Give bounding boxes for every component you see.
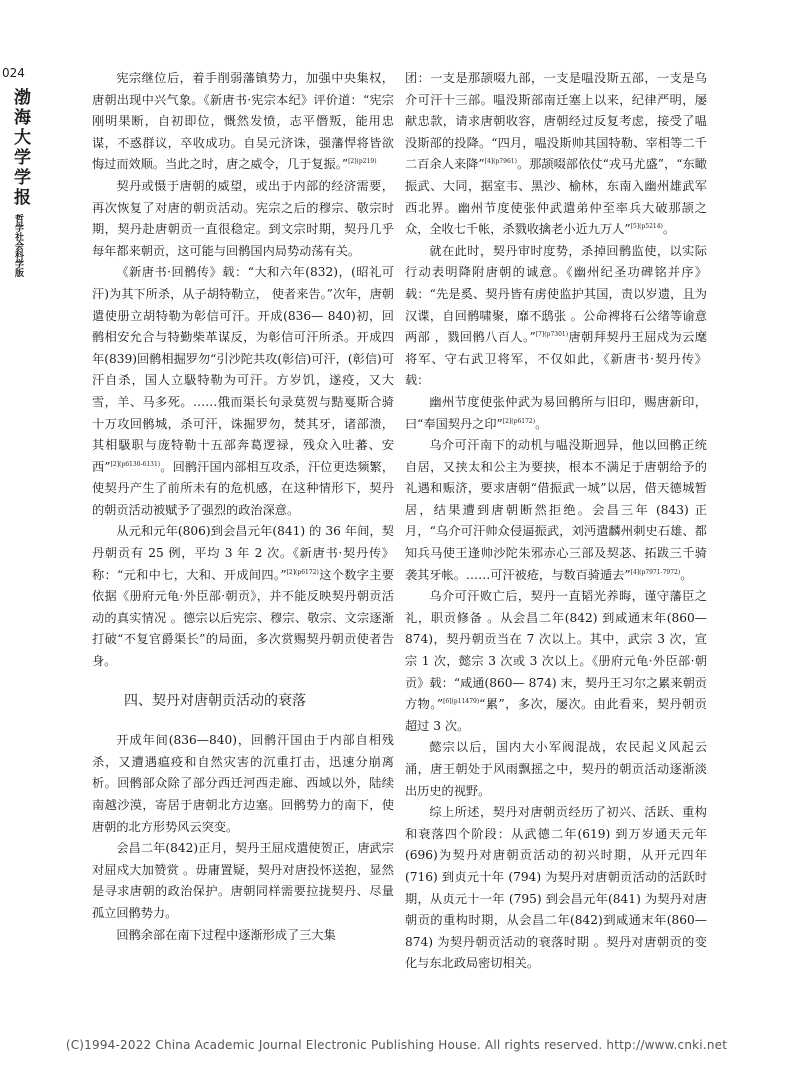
paragraph-text: 。回鹘汗国内部相互攻杀，汗位更迭频繁，使契丹产生了前所未有的危机感，在这种情形下，契丹的朝贡活动被赋予了强烈的政治深意。	[92, 459, 395, 517]
paragraph-text: 团：一支是那颉啜九部，一支是嗢没斯五部，一支是乌介可汗十三部。嗢没斯部南迁塞上以来，纪律严明，屡献忠款，请求唐朝收容，唐朝经过反复考虑，接受了嗢没斯部的投降。“四月，嗢没斯帅其国特勒、宰相等二千二百余人来降”	[405, 71, 707, 172]
body-paragraph	[92, 925, 394, 947]
page-number: 024	[2, 66, 25, 80]
citation-ref: [2](p6172)	[286, 568, 319, 576]
journal-title: 渤海大学学报	[10, 88, 30, 208]
journal-edition: 哲学社会科学版	[13, 214, 23, 277]
body-paragraph	[405, 586, 707, 737]
paragraph-text: 幽州节度使张仲武为易回鹘所与旧印，赐唐新印，曰“奉国契丹之印”	[405, 394, 707, 431]
left-column	[92, 68, 394, 946]
body-paragraph	[92, 176, 394, 262]
body-paragraph	[92, 838, 394, 924]
citation-ref: [4](p7961)	[484, 158, 517, 166]
body-paragraph	[405, 68, 707, 241]
paragraph-text: 《新唐书·回鹘传》载：“大和六年(832)，(昭礼可汗)为其下所杀，从子胡特勒立， 使者来告。”次年，唐朝遣使册立胡特勒为彰信可汗。开成(836— 840)初，回鹘相安允合与特勤柴革谋反，为彰信可汗所杀。开成四年(839)回鹘相掘罗勿“引沙陀共攻(彰信)可汗，(彰信)可汗自杀，国人立馺特勒为可汗。方岁饥，遂疫，又大雪，羊、马多死。……俄而渠长句录莫贺与黠戛斯合骑十万攻回鹘城，杀可汗，诛掘罗勿，焚其牙，诸部溃，其相馺职与庞特勒十五部奔葛逻禄，残众入吐蕃、安西”	[92, 265, 394, 474]
paragraph-text: 。	[680, 567, 693, 582]
citation-ref: [5](p5214)	[630, 223, 663, 231]
right-column	[405, 68, 707, 975]
body-paragraph	[405, 241, 707, 392]
paragraph-text: “累”，多次，屡次。由此看来，契丹朝贡超过 3 次。	[405, 697, 707, 733]
paragraph-text: 宪宗继位后，着手削弱藩镇势力，加强中央集权，唐朝出现中兴气象。《新唐书·宪宗本纪》评价道：“宪宗刚明果断，自初即位，慨然发愤，志平僭叛，能用忠谋，不惑群议，卒收成功。自吴元济诛，强藩悍将皆欲悔过而效顺。当此之时，唐之威令，几于复振。”	[92, 71, 394, 172]
paragraph-text: 综上所述，契丹对唐朝贡经历了初兴、活跃、重构和衰落四个阶段：从武德二年(619) 到万岁通天元年(696)为契丹对唐朝贡活动的初兴时期，从开元四年(716) 到贞元十年 (794) 为契丹对唐朝贡活动的活跃时期，从贞元十一年 (795) 到会昌元年(841) 为契丹对唐朝贡的重构时期，从会昌二年(842)到咸通末年(860— 874) 为契丹朝贡活动的衰落时期 。契丹对唐朝贡的变化与东北政局密切相关。	[405, 805, 707, 971]
section-heading: 四、契丹对唐朝贡活动的衰落	[124, 692, 306, 709]
paragraph-text: 这个数字主要依据《册府元龟·外臣部·朝贡》，并不能反映契丹朝贡活动的真实情况 。德宗以后宪宗、穆宗、敬宗、文宗逐渐打破“不复官爵渠长”的局面，多次赏赐契丹朝贡使者告身。	[92, 567, 394, 669]
body-paragraph	[405, 435, 707, 586]
copyright-footer: (C)1994-2022 China Academic Journal Electronic Publishing House. All rights reserved. http://www.cnki.net	[65, 1038, 728, 1052]
paragraph-text: 就在此时，契丹审时度势，杀掉回鹘监使，以实际行动表明降附唐朝的诚意。《幽州纪圣功碑铭并序》载：“先是奚、契丹皆有虏使监护其国，责以岁遗，且为汉谍，自回鹘啸聚，靡不鸱张 。公命裨将石公绪等谕意两部 ，戮回鹘八百人。”	[405, 243, 707, 345]
paragraph-text: 会昌二年(842)正月，契丹王屈戍遣使贺正，唐武宗对屈戍大加赞赏 。毋庸置疑，契丹对唐投怀送抱，显然是寻求唐朝的政治保护。唐朝同样需要拉拢契丹、尽量孤立回鹘势力。	[92, 841, 394, 920]
body-paragraph	[405, 737, 707, 802]
paragraph-text: 乌介可汗败亡后，契丹一直韬光养晦，谨守藩臣之礼，职贡修备 。从会昌二年(842) 到咸通末年(860—874)，契丹朝贡当在 7 次以上。其中，武宗 3 次，宣宗 1 次，懿宗 3 次或 3 次以上。《册府元龟·外臣部·朝贡》载：“咸通(860— 874) 末，契丹王习尔之累来朝贡方物。”	[405, 589, 707, 712]
citation-ref: [7](p7301)	[535, 331, 569, 339]
body-paragraph	[405, 392, 707, 435]
paragraph-text: 从元和元年(806)到会昌元年(841) 的 36 年间，契丹朝贡有 25 例，平均 3 年 2 次。《新唐书·契丹传》称：“元和中七，大和、开成间四。”	[92, 524, 394, 582]
paragraph-text: 开成年间(836—840)，回鹘汗国由于内部自相残杀，又遭遇瘟疫和自然灾害的沉重打击，迅速分崩离析。回鹘部众除了部分西迁河西走廊、西域以外，陆续南越沙漠，寄居于唐朝北方边塞。回鹘势力的南下，使唐朝的北方形势风云突变。	[92, 733, 394, 834]
body-paragraph	[92, 262, 394, 521]
citation-ref: [2](p6130-6131)	[110, 460, 161, 468]
body-paragraph	[92, 521, 394, 672]
paragraph-text: 。	[535, 416, 548, 431]
citation-ref: [2](p6172)	[502, 417, 536, 425]
paragraph-text: 唐朝拜契丹王屈戍为云麾将军、守右武卫将军，不仅如此，《新唐书·契丹传》载：	[405, 330, 707, 388]
paragraph-text: 懿宗以后，国内大小军阀混战，农民起义风起云涌，唐王朝处于风雨飘摇之中，契丹的朝贡活动逐渐淡出历史的视野。	[405, 740, 707, 798]
body-paragraph	[405, 802, 707, 975]
journal-sidebar	[2, 66, 32, 277]
body-paragraph	[92, 730, 394, 838]
citation-ref: [4](p7971-7972)	[630, 568, 681, 576]
paragraph-text: 乌介可汗南下的动机与嗢没斯迥异，他以回鹘正统自居，又挟太和公主为要挟，根本不满足于唐朝给予的礼遇和赈济，要求唐朝“借振武一城”以居，借天德城暂居，结果遭到唐朝断然拒绝。会昌三年 (843) 正月，“乌介可汗帅众侵逼振武，刘沔遣麟州刺史石雄、都知兵马使王逢帅沙陀朱邪赤心三部及契苾、拓跋三千骑袭其牙帐。……可汗被疮，与数百骑遁去”	[405, 438, 707, 582]
citation-ref: [6](p11479)	[443, 698, 480, 706]
paragraph-text: 。	[662, 222, 676, 237]
paragraph-text: 。那颉啜部依仗“戎马尤盛”，“东瞰振武、大同，据室韦、黑沙、榆林，东南入幽州雄武军西北界。幽州节度使张仲武遣弟仲至率兵大破那颉之众，全收七千帐，杀戮收擒老小近九万人”	[405, 157, 707, 237]
paragraph-text: 契丹或慑于唐朝的威望，或出于内部的经济需要，再次恢复了对唐的朝贡活动。宪宗之后的穆宗、敬宗时期，契丹赴唐朝贡一直很稳定。到文宗时期，契丹几乎每年都来朝贡，这可能与回鹘国内局势动荡有关。	[92, 178, 394, 258]
body-paragraph	[92, 68, 394, 176]
citation-ref: [2](p219)	[348, 158, 377, 166]
paragraph-text: 回鹘余部在南下过程中逐渐形成了三大集	[116, 927, 336, 942]
